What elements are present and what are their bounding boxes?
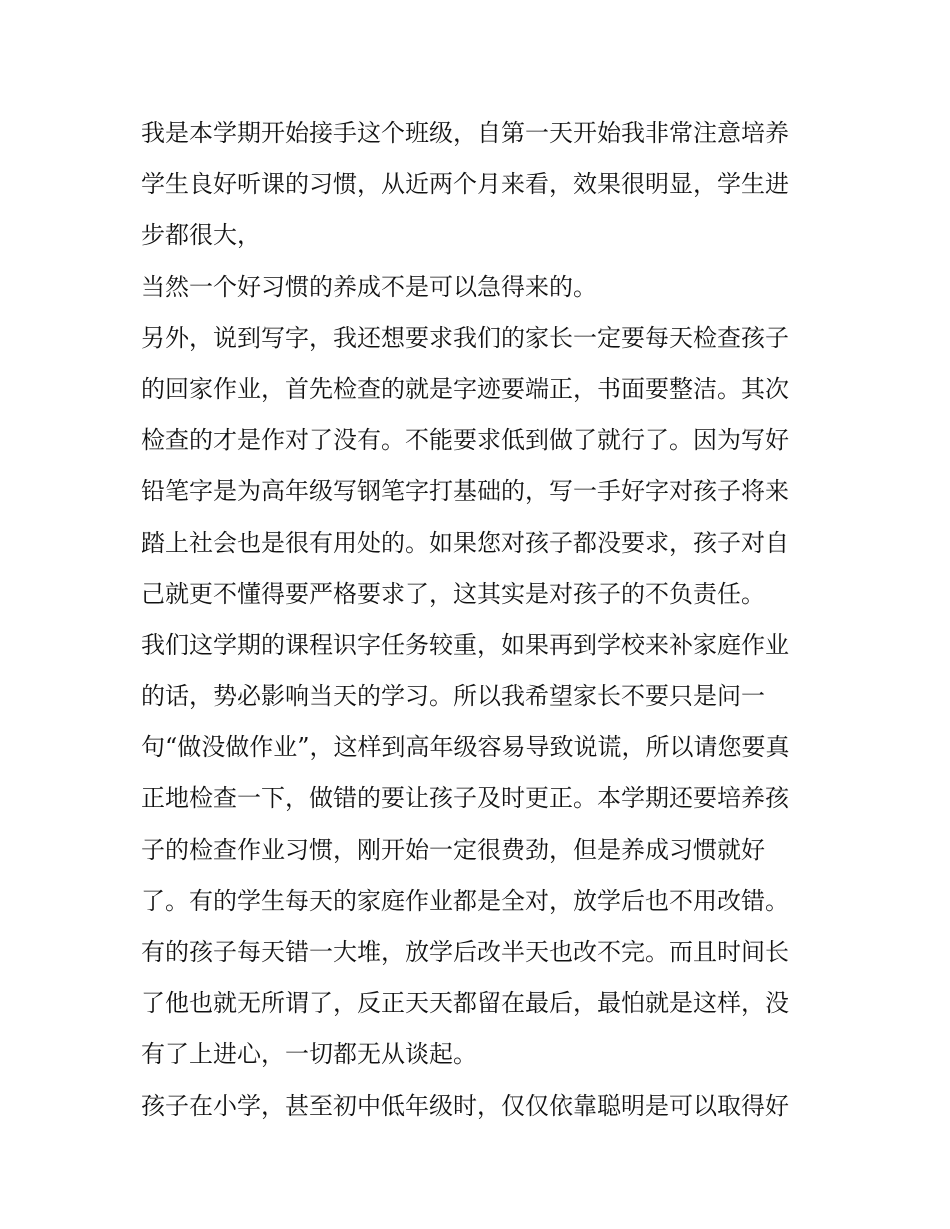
text-line: 踏上社会也是很有用处的。如果您对孩子都没要求，孩子对自 (141, 528, 789, 557)
text-line: 的回家作业，首先检查的就是字迹要端正，书面要整洁。其次 (141, 374, 789, 403)
text-line: 正地检查一下，做错的要让孩子及时更正。本学期还要培养孩 (141, 784, 789, 813)
text-line: 步都很大， (141, 221, 261, 250)
text-line: 有的孩子每天错一大堆，放学后改半天也改不完。而且时间长 (141, 938, 789, 966)
text-line: 子的检查作业习惯，刚开始一定很费劲，但是养成习惯就好 (141, 835, 765, 864)
text-line: 铅笔字是为高年级写钢笔字打基础的，写一手好字对孩子将来 (141, 477, 789, 506)
text-line: 我是本学期开始接手这个班级，自第一天开始我非常注意培养 (141, 119, 789, 147)
text-line: 我们这学期的课程识字任务较重，如果再到学校来补家庭作业 (141, 630, 789, 659)
body-text (141, 108, 821, 1132)
text-line: 的话，势必影响当天的学习。所以我希望家长不要只是问一 (141, 682, 765, 711)
text-line: 己就更不懂得要严格要求了，这其实是对孩子的不负责任。 (141, 579, 765, 608)
text-line: 有了上进心，一切都无从谈起。 (141, 1040, 477, 1069)
text-line: 当然一个好习惯的养成不是可以急得来的。 (141, 272, 597, 301)
text-line: 另外，说到写字，我还想要求我们的家长一定要每天检查孩子 (141, 323, 789, 352)
text-line: 句“做没做作业”，这样到高年级容易导致说谎，所以请您要真 (141, 733, 790, 762)
text-line: 孩子在小学，甚至初中低年级时，仅仅依靠聪明是可以取得好 (141, 1091, 789, 1120)
text-line: 学生良好听课的习惯，从近两个月来看，效果很明显，学生进 (141, 170, 789, 199)
text-line: 了。有的学生每天的家庭作业都是全对，放学后也不用改错。 (141, 886, 789, 915)
text-line: 了他也就无所谓了，反正天天都留在最后，最怕就是这样，没 (141, 989, 789, 1018)
text-line: 检查的才是作对了没有。不能要求低到做了就行了。因为写好 (141, 426, 789, 455)
